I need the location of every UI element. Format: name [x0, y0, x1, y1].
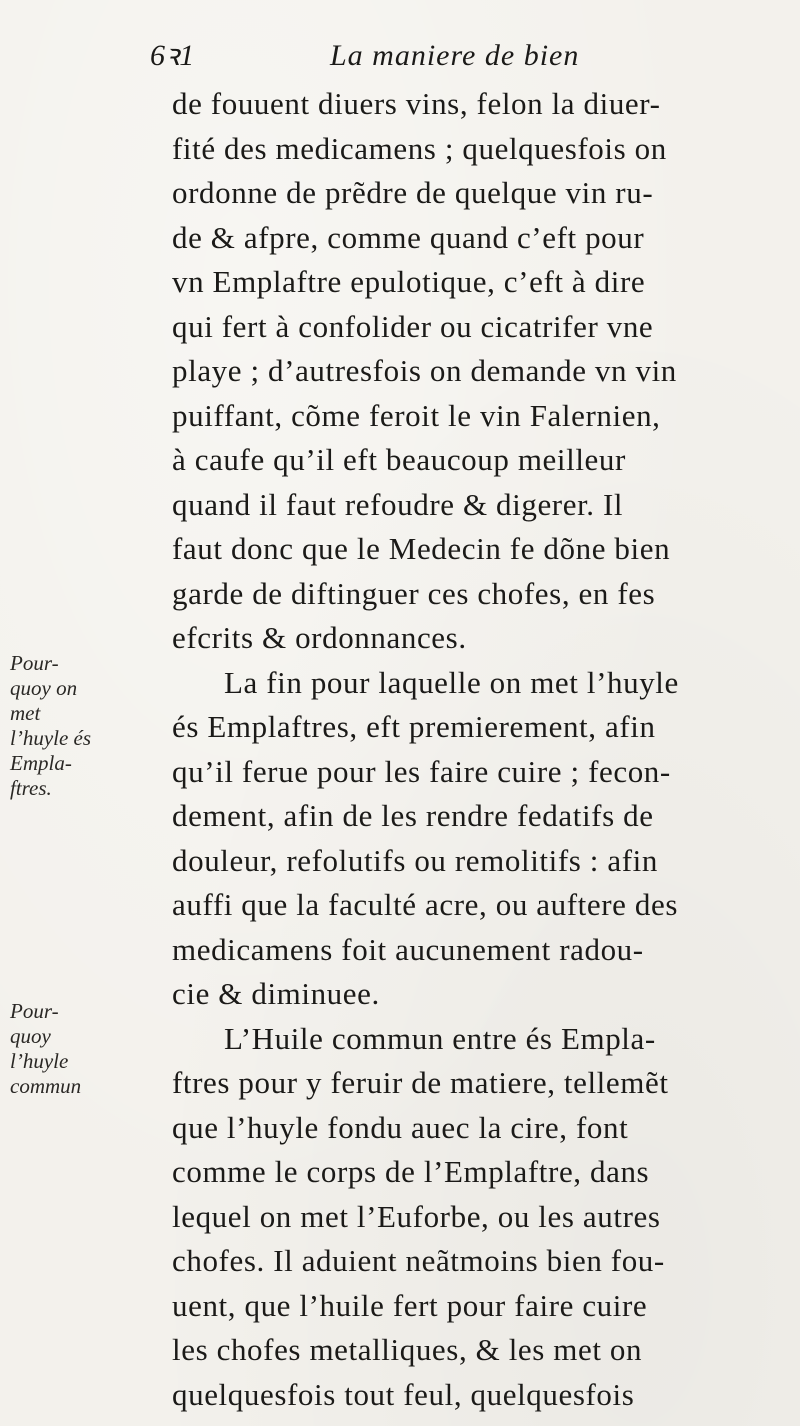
margin-note-line: quoy: [10, 1024, 51, 1048]
margin-note-line: Empla-: [10, 751, 72, 775]
margin-note-line: l’huyle: [10, 1049, 69, 1073]
paragraph-start-line: L’Huile commun entre és Empla-: [224, 1020, 656, 1056]
text-line: les chofes metalliques, & les met on: [172, 1332, 643, 1367]
text-line: és Emplaftres, eft premierement, afin: [172, 709, 656, 744]
text-line: auffi que la faculté acre, ou aufterе des: [172, 887, 678, 922]
text-line: faut donc que le Medecin fe dõne bien: [172, 531, 671, 566]
text-line: puiffant, cõme feroit le vin Falernien,: [172, 397, 661, 433]
text-line: garde de diftinguer ces chofes, en fes: [172, 575, 656, 611]
margin-note-line: l’huyle és: [10, 726, 92, 750]
text-line: playe ; d’autresfois on demande vn vin: [172, 353, 677, 388]
text-line: ftres pour y feruir de matiere, tellemẽt: [172, 1065, 669, 1100]
running-title: La maniere de bien: [330, 39, 580, 72]
text-line: à caufe qu’il eft beaucoup meilleur: [172, 442, 626, 477]
text-line: douleur, refolutifs ou remolitifs : afin: [172, 842, 658, 878]
paragraph-start-line: La fin pour laquelle on met l’huyle: [224, 664, 679, 700]
text-line: cie & diminuee.: [172, 976, 380, 1011]
text-line: lequel on met l’Euforbe, ou les autres: [172, 1198, 661, 1234]
margin-note-line: Pour-: [10, 999, 59, 1023]
margin-note: [10, 999, 166, 1099]
text-line: uent, que l’huile fert pour faire cuire: [172, 1287, 648, 1323]
text-line: ordonne de prẽdre de quelque vin ru-: [172, 175, 654, 210]
text-line: que l’huyle fondu auec la cire, font: [172, 1109, 629, 1145]
text-line: comme le corps de l’Emplaftre, dans: [172, 1154, 650, 1189]
text-line: qui fert à confolider ou cicatrifer vne: [172, 308, 654, 344]
margin-note-line: quoy on: [10, 676, 78, 700]
text-line: vn Emplaftre epulotique, c’eft à dire: [172, 264, 646, 299]
text-line: efcrits & ordonnances.: [172, 620, 467, 655]
body-text: [172, 82, 786, 1417]
text-line: de fouuent diuers vins, felon la diuer-: [172, 86, 661, 121]
page-number: 6ꝛ1: [150, 39, 195, 72]
running-header: [150, 36, 710, 76]
margin-note-line: Pour-: [10, 651, 59, 675]
text-line: quelquesfois tout feul, quelquesfois: [172, 1376, 635, 1412]
text-line: qu’il ferue pour les faire cuire ; fecon-: [172, 753, 671, 789]
text-line: medicamens foit aucunement radou-: [172, 931, 644, 967]
margin-note-line: ftres.: [10, 776, 52, 800]
margin-note-line: met: [10, 701, 41, 725]
text-line: chofes. Il aduient neãtmoins bien fou-: [172, 1243, 665, 1278]
text-line: quand il faut refoudre & digerer. Il: [172, 486, 624, 522]
text-line: de & afpre, comme quand c’eft pour: [172, 219, 645, 255]
margin-note-line: commun: [10, 1074, 82, 1098]
margin-note: [10, 651, 166, 801]
text-line: dement, afin de les rendre fedatifs de: [172, 798, 654, 833]
text-line: fité des medicamens ; quelquesfois on: [172, 130, 667, 166]
